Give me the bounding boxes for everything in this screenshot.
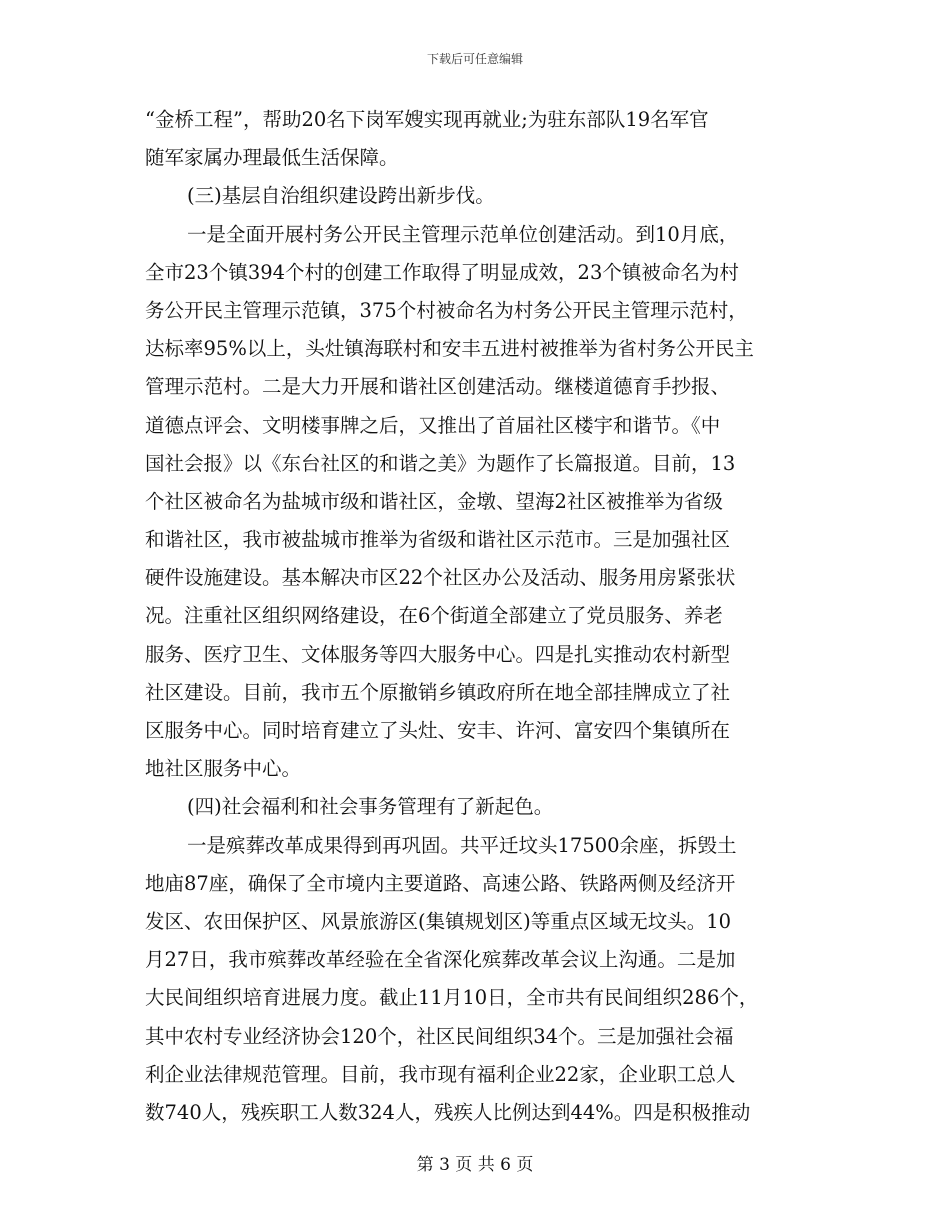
text-line: (四)社会福利和社会事务管理有了新起色。 xyxy=(187,795,554,819)
text-line: 月27日，我市殡葬改革经验在全省深化殡葬改革会议上沟通。二是加 xyxy=(145,948,736,972)
text-line: (三)基层自治组织建设跨出新步伐。 xyxy=(187,184,495,208)
text-line: 数740人，残疾职工人数324人，残疾人比例达到44%。四是积极推动 xyxy=(145,1100,751,1124)
text-line: 利企业法律规范管理。目前，我市现有福利企业22家，企业职工总人 xyxy=(145,1062,736,1086)
text-line: 和谐社区，我市被盐城市推举为省级和谐社区示范市。三是加强社区 xyxy=(145,528,731,552)
page-header xyxy=(0,51,950,67)
page-number: 第 3 页 共 6 页 xyxy=(416,1155,534,1175)
text-line: 道德点评会、文明楼事牌之后，又推出了首届社区楼宇和谐节。《中 xyxy=(145,413,721,437)
text-line: 务公开民主管理示范镇，375个村被命名为村务公开民主管理示范村， xyxy=(145,298,748,322)
text-line: 服务、医疗卫生、文体服务等四大服务中心。四是扎实推动农村新型 xyxy=(145,642,731,666)
text-line: 随军家属办理最低生活保障。 xyxy=(145,146,399,170)
text-line: 其中农村专业经济协会120个，社区民间组织34个。三是加强社会福 xyxy=(145,1024,734,1048)
text-line: 管理示范村。二是大力开展和谐社区创建活动。继楼道德育手抄报、 xyxy=(145,375,731,399)
text-line: “金桥工程”，帮助20名下岗军嫂实现再就业;为驻东部队19名军官 xyxy=(145,108,709,131)
text-line: 硬件设施建设。基本解决市区22个社区办公及活动、服务用房紧张状 xyxy=(145,566,736,590)
text-line: 一是全面开展村务公开民主管理示范单位创建活动。到10月底， xyxy=(187,222,739,246)
text-line: 地庙87座，确保了全市境内主要道路、高速公路、铁路两侧及经济开 xyxy=(145,871,736,895)
text-line: 况。注重社区组织网络建设，在6个街道全部建立了党员服务、养老 xyxy=(145,604,723,628)
header-note: 下载后可任意编辑 xyxy=(426,52,523,66)
text-line: 地社区服务中心。 xyxy=(145,757,302,781)
text-line: 达标率95%以上，头灶镇海联村和安丰五进村被推举为省村务公开民主 xyxy=(145,337,754,361)
text-line: 一是殡葬改革成果得到再巩固。共平迁坟头17500余座，拆毁土 xyxy=(187,833,737,857)
text-line: 国社会报》以《东台社区的和谐之美》为题作了长篇报道。目前，13 xyxy=(145,451,736,475)
text-line: 社区建设。目前，我市五个原撤销乡镇政府所在地全部挂牌成立了社 xyxy=(145,680,731,704)
page-footer xyxy=(0,1154,950,1176)
text-line: 区服务中心。同时培育建立了头灶、安丰、许河、富安四个集镇所在 xyxy=(145,719,731,742)
document-body xyxy=(145,101,815,1132)
text-line: 全市23个镇394个村的创建工作取得了明显成效，23个镇被命名为村 xyxy=(145,260,739,284)
text-line: 大民间组织培育进展力度。截止11月10日，全市共有民间组织286个， xyxy=(145,986,759,1010)
text-line: 个社区被命名为盐城市级和谐社区，金墩、望海2社区被推举为省级 xyxy=(145,489,723,513)
text-line: 发区、农田保护区、风景旅游区(集镇规划区)等重点区域无坟头。10 xyxy=(145,909,732,933)
